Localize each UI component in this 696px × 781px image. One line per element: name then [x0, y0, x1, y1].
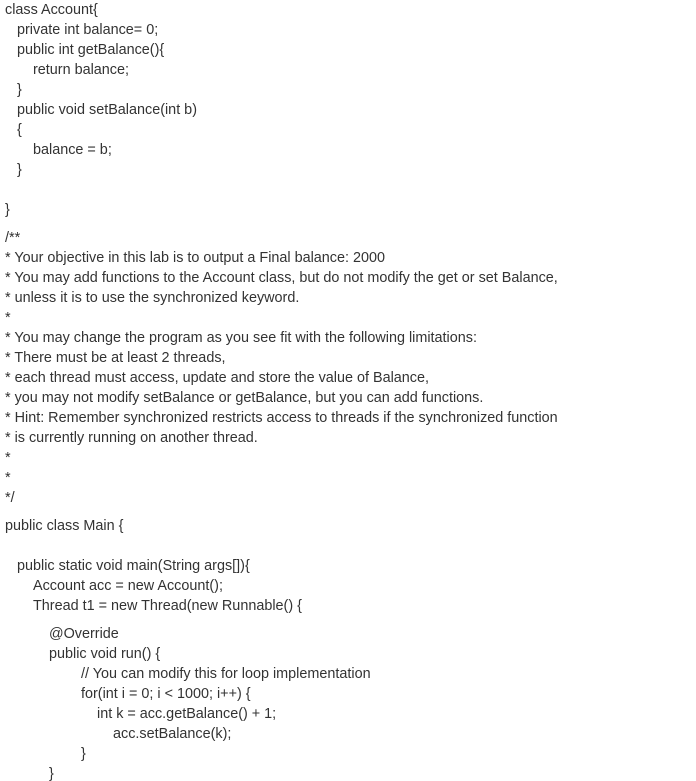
- code-line: private int balance= 0;: [17, 22, 159, 38]
- code-line: return balance;: [33, 62, 129, 78]
- code-line: * There must be at least 2 threads,: [5, 350, 226, 366]
- code-line: }: [17, 82, 22, 98]
- code-line: * You may change the program as you see fit with the following limitations:: [5, 330, 477, 346]
- code-line: }: [17, 162, 22, 178]
- code-line: class Account{: [5, 2, 98, 18]
- code-line: * Hint: Remember synchronized restricts access to threads if the synchronized function: [5, 410, 558, 426]
- code-line: */: [5, 490, 15, 506]
- code-line: * is currently running on another thread.: [5, 430, 258, 446]
- code-line: acc.setBalance(k);: [113, 726, 232, 742]
- code-line: /**: [5, 230, 21, 246]
- code-line: int k = acc.getBalance() + 1;: [97, 706, 277, 722]
- code-line: * unless it is to use the synchronized keyword.: [5, 290, 300, 306]
- code-line: public class Main {: [5, 518, 124, 534]
- code-line: public void run() {: [49, 646, 161, 662]
- code-line: *: [5, 310, 11, 326]
- code-line: Thread t1 = new Thread(new Runnable() {: [33, 598, 302, 614]
- code-line: * Your objective in this lab is to output a Final balance: 2000: [5, 250, 386, 266]
- code-line: public static void main(String args[]){: [17, 558, 250, 574]
- code-line: *: [5, 450, 11, 466]
- code-line: Account acc = new Account();: [33, 578, 223, 594]
- code-line: *: [5, 470, 11, 486]
- code-line: balance = b;: [33, 142, 112, 158]
- code-line: public void setBalance(int b): [17, 102, 197, 118]
- code-line: }: [49, 766, 54, 781]
- code-line: * You may add functions to the Account class, but do not modify the get or set Balance,: [5, 270, 558, 286]
- code-line: // You can modify this for loop implementation: [81, 666, 371, 682]
- code-line: * you may not modify setBalance or getBalance, but you can add functions.: [5, 390, 484, 406]
- code-line: for(int i = 0; i < 1000; i++) {: [81, 686, 251, 702]
- code-line: }: [81, 746, 86, 762]
- code-line: {: [17, 122, 22, 138]
- code-line: }: [5, 202, 10, 218]
- code-line: public int getBalance(){: [17, 42, 165, 58]
- code-line: @Override: [49, 626, 119, 642]
- code-line: * each thread must access, update and store the value of Balance,: [5, 370, 429, 386]
